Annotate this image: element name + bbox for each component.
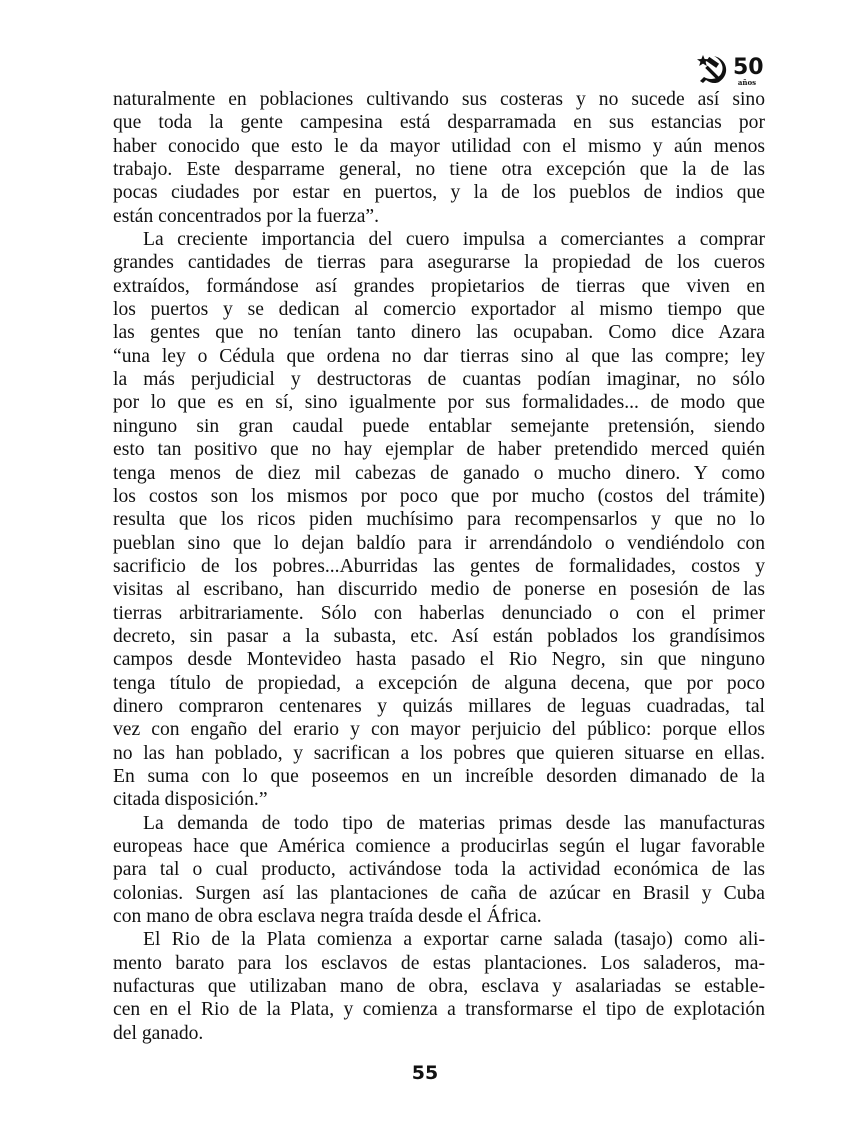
text-line: El Rio de la Plata comienza a exportar carne salada (tasajo) como ali- bbox=[143, 929, 765, 951]
text-line: del ganado. bbox=[113, 1022, 204, 1044]
text-line: campos desde Montevideo hasta pasado el Rio Negro, sin que ninguno bbox=[113, 649, 765, 671]
text-line: la más perjudicial y destructoras de cuantas podían imaginar, no sólo bbox=[113, 369, 765, 391]
text-line: pueblan sino que lo dejan baldío para ir arrendándolo o vendiéndolo con bbox=[113, 532, 765, 554]
text-line: decreto, sin pasar a la subasta, etc. Así están poblados los grandísimos bbox=[113, 625, 765, 647]
text-line: esto tan positivo que no hay ejemplar de haber pretendido merced quién bbox=[113, 439, 765, 461]
text-line: dinero compraron centenares y quizás millares de leguas cuadradas, tal bbox=[113, 695, 765, 717]
text-line: europeas hace que América comience a producirlas según el lugar favorable bbox=[113, 836, 765, 857]
text-line: cen en el Rio de la Plata, y comienza a transformarse el tipo de explotación bbox=[113, 999, 765, 1021]
body-text bbox=[113, 88, 765, 1045]
hammer-sickle-star-icon bbox=[697, 52, 769, 88]
text-line: nufacturas que utilizaban mano de obra, esclava y asalariadas se estable- bbox=[113, 976, 765, 998]
text-line: citada disposición.” bbox=[113, 789, 268, 811]
paragraph bbox=[113, 928, 765, 1045]
paragraph bbox=[113, 812, 765, 929]
text-line: los costos son los mismos por poco que por mucho (costos del trámite) bbox=[113, 485, 765, 507]
text-line: para tal o cual producto, activándose toda la actividad económica de las bbox=[113, 859, 765, 881]
text-line: sacrificio de los pobres...Aburridas las gentes de formalidades, costos y bbox=[113, 555, 765, 577]
anniversary-logo bbox=[697, 52, 769, 88]
text-line: resulta que los ricos piden muchísimo para recompensarlos y que no lo bbox=[113, 509, 765, 531]
text-line: por lo que es en sí, sino igualmente por sus formalidades... de modo que bbox=[113, 392, 765, 414]
logo-caption: años bbox=[737, 78, 757, 87]
text-line: están concentrados por la fuerza”. bbox=[113, 205, 380, 227]
text-line: haber conocido que esto le da mayor utilidad con el mismo y aún menos bbox=[113, 135, 765, 157]
text-line: que toda la gente campesina está desparramada en sus estancias por bbox=[113, 112, 765, 134]
text-line: pocas ciudades por estar en puertos, y la de los pueblos de indios que bbox=[113, 182, 765, 204]
text-line: “una ley o Cédula que ordena no dar tierras sino al que las compre; ley bbox=[113, 345, 765, 367]
text-line: los puertos y se dedican al comercio exportador al mismo tiempo que bbox=[113, 299, 765, 321]
text-line: vez con engaño del erario y con mayor perjuicio del público: porque ellos bbox=[113, 719, 765, 741]
text-line: ninguno sin gran caudal puede entablar semejante pretensión, siendo bbox=[113, 415, 765, 437]
text-line: visitas al escribano, han discurrido medio de ponerse en posesión de las bbox=[113, 579, 765, 601]
text-line: no las han poblado, y sacrifican a los pobres que quieren situarse en ellas. bbox=[113, 742, 765, 764]
text-line: En suma con lo que poseemos en un increíble desorden dimanado de la bbox=[113, 765, 765, 787]
paragraph bbox=[113, 88, 765, 228]
text-line: colonias. Surgen así las plantaciones de caña de azúcar en Brasil y Cuba bbox=[113, 882, 765, 904]
text-line: grandes cantidades de tierras para asegurarse la propiedad de los cueros bbox=[113, 252, 765, 274]
text-line: mento barato para los esclavos de estas plantaciones. Los saladeros, ma- bbox=[113, 952, 765, 974]
text-line: La creciente importancia del cuero impulsa a comerciantes a comprar bbox=[143, 229, 765, 251]
logo-number: 50 bbox=[733, 55, 764, 80]
text-line: las gentes que no tenían tanto dinero las ocupaban. Como dice Azara bbox=[113, 322, 765, 344]
text-line: extraídos, formándose así grandes propietarios de tierras que viven en bbox=[113, 275, 765, 297]
text-line: tierras arbitrariamente. Sólo con haberlas denunciado o con el primer bbox=[113, 602, 765, 624]
page-number: 55 bbox=[411, 1062, 439, 1084]
text-line: naturalmente en poblaciones cultivando sus costeras y no sucede así sino bbox=[113, 89, 765, 110]
text-line: La demanda de todo tipo de materias primas desde las manufacturas bbox=[143, 812, 765, 834]
text-line: con mano de obra esclava negra traída desde el África. bbox=[113, 906, 542, 928]
text-line: tenga título de propiedad, a excepción de alguna decena, que por poco bbox=[113, 672, 765, 694]
text-line: tenga menos de diez mil cabezas de ganado o mucho dinero. Y como bbox=[113, 462, 765, 484]
text-line: trabajo. Este desparrame general, no tiene otra excepción que la de las bbox=[113, 159, 765, 181]
paragraph bbox=[113, 228, 765, 812]
